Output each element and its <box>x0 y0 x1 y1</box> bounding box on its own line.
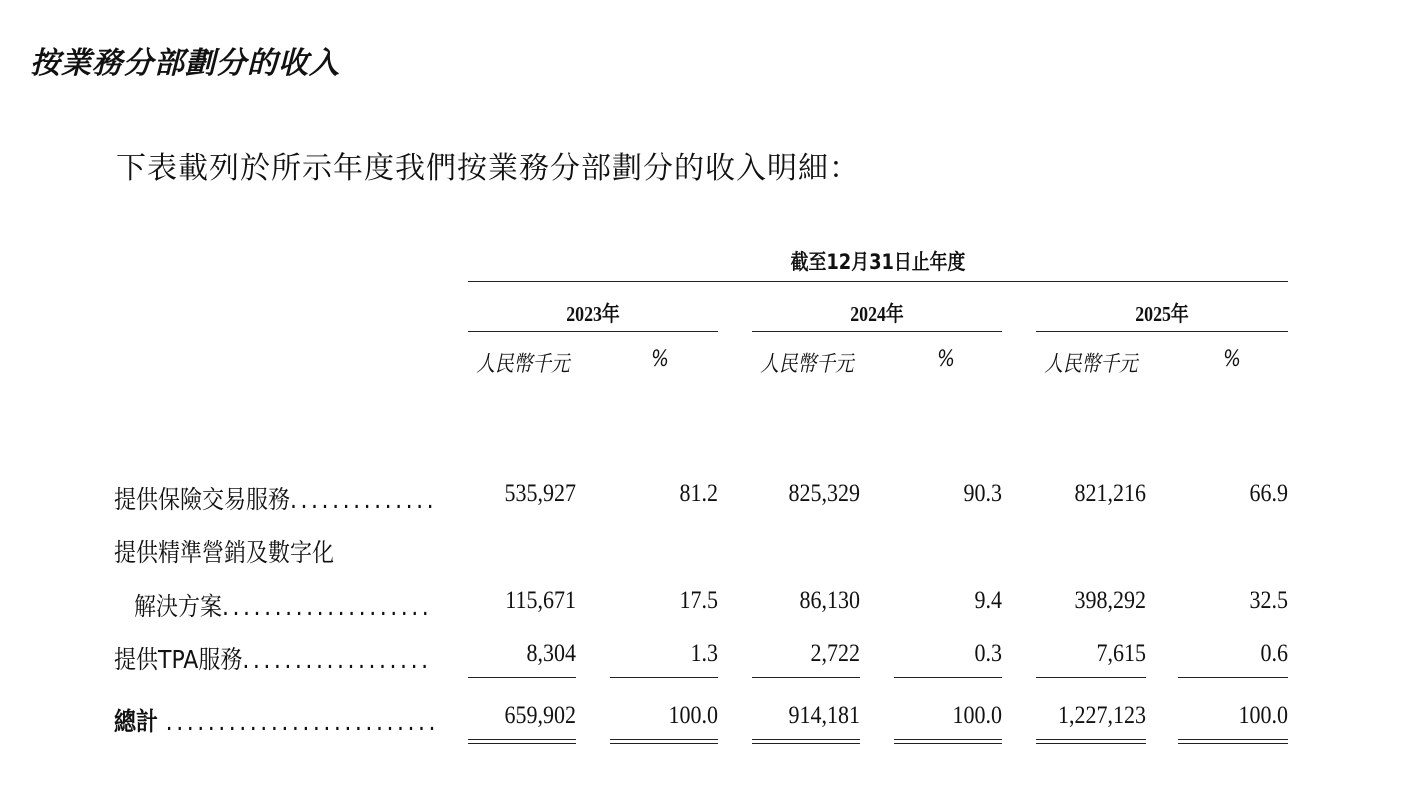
total-double-rule <box>752 739 860 744</box>
total-cell: 1,227,123 <box>1058 702 1146 729</box>
year-header-2023: 2023年 <box>566 302 620 326</box>
unit-amount-2025: 人民幣千元 <box>1044 352 1138 377</box>
row-label-marketing-solutions: 解決方案.................... <box>134 592 433 621</box>
table-cell: 0.6 <box>1260 640 1288 667</box>
year-divider-2024 <box>752 331 1002 332</box>
unit-amount-2024: 人民幣千元 <box>760 352 854 377</box>
subtotal-rule <box>752 677 860 678</box>
table-cell: 32.5 <box>1249 587 1288 614</box>
table-cell: 1.3 <box>690 640 718 667</box>
subtotal-rule <box>1178 677 1288 678</box>
row-label-marketing-line1: 提供精準營銷及數字化 <box>114 538 335 567</box>
row-label-total: 總計 .......................... <box>114 707 440 736</box>
total-cell: 659,902 <box>504 702 576 729</box>
row-label-tpa: 提供TPA服務.................. <box>114 645 432 674</box>
total-double-rule <box>1036 739 1146 744</box>
table-cell: 2,722 <box>810 640 860 667</box>
row-label-insurance-transaction: 提供保險交易服務.............. <box>114 485 438 514</box>
year-header-2024: 2024年 <box>850 302 904 326</box>
subtotal-rule <box>1036 677 1146 678</box>
table-cell: 0.3 <box>974 640 1002 667</box>
year-divider-2023 <box>468 331 718 332</box>
unit-pct-2025: % <box>1223 347 1241 372</box>
period-divider <box>468 281 1288 282</box>
unit-amount-2023: 人民幣千元 <box>476 352 570 377</box>
total-double-rule <box>468 739 576 744</box>
total-cell: 100.0 <box>1238 702 1288 729</box>
table-cell: 81.2 <box>679 480 718 507</box>
total-double-rule <box>1178 739 1288 744</box>
subtotal-rule <box>610 677 718 678</box>
table-cell: 17.5 <box>679 587 718 614</box>
year-header-2025: 2025年 <box>1135 302 1189 326</box>
table-cell: 8,304 <box>526 640 576 667</box>
period-header: 截至12月31日止年度 <box>790 250 966 274</box>
table-cell: 398,292 <box>1074 587 1146 614</box>
intro-text: 下表載列於所示年度我們按業務分部劃分的收入明細： <box>116 151 860 186</box>
table-cell: 821,216 <box>1074 480 1146 507</box>
table-cell: 115,671 <box>505 587 576 614</box>
total-cell: 100.0 <box>952 702 1002 729</box>
table-cell: 66.9 <box>1249 480 1288 507</box>
total-cell: 100.0 <box>668 702 718 729</box>
total-double-rule <box>894 739 1002 744</box>
unit-pct-2023: % <box>651 347 669 372</box>
subtotal-rule <box>468 677 576 678</box>
total-cell: 914,181 <box>788 702 860 729</box>
total-double-rule <box>610 739 718 744</box>
table-cell: 825,329 <box>788 480 860 507</box>
year-divider-2025 <box>1036 331 1288 332</box>
table-cell: 9.4 <box>974 587 1002 614</box>
table-cell: 7,615 <box>1096 640 1146 667</box>
table-cell: 86,130 <box>799 587 860 614</box>
section-title: 按業務分部劃分的收入 <box>30 46 340 81</box>
unit-pct-2024: % <box>937 347 955 372</box>
table-cell: 90.3 <box>963 480 1002 507</box>
table-cell: 535,927 <box>504 480 576 507</box>
subtotal-rule <box>894 677 1002 678</box>
